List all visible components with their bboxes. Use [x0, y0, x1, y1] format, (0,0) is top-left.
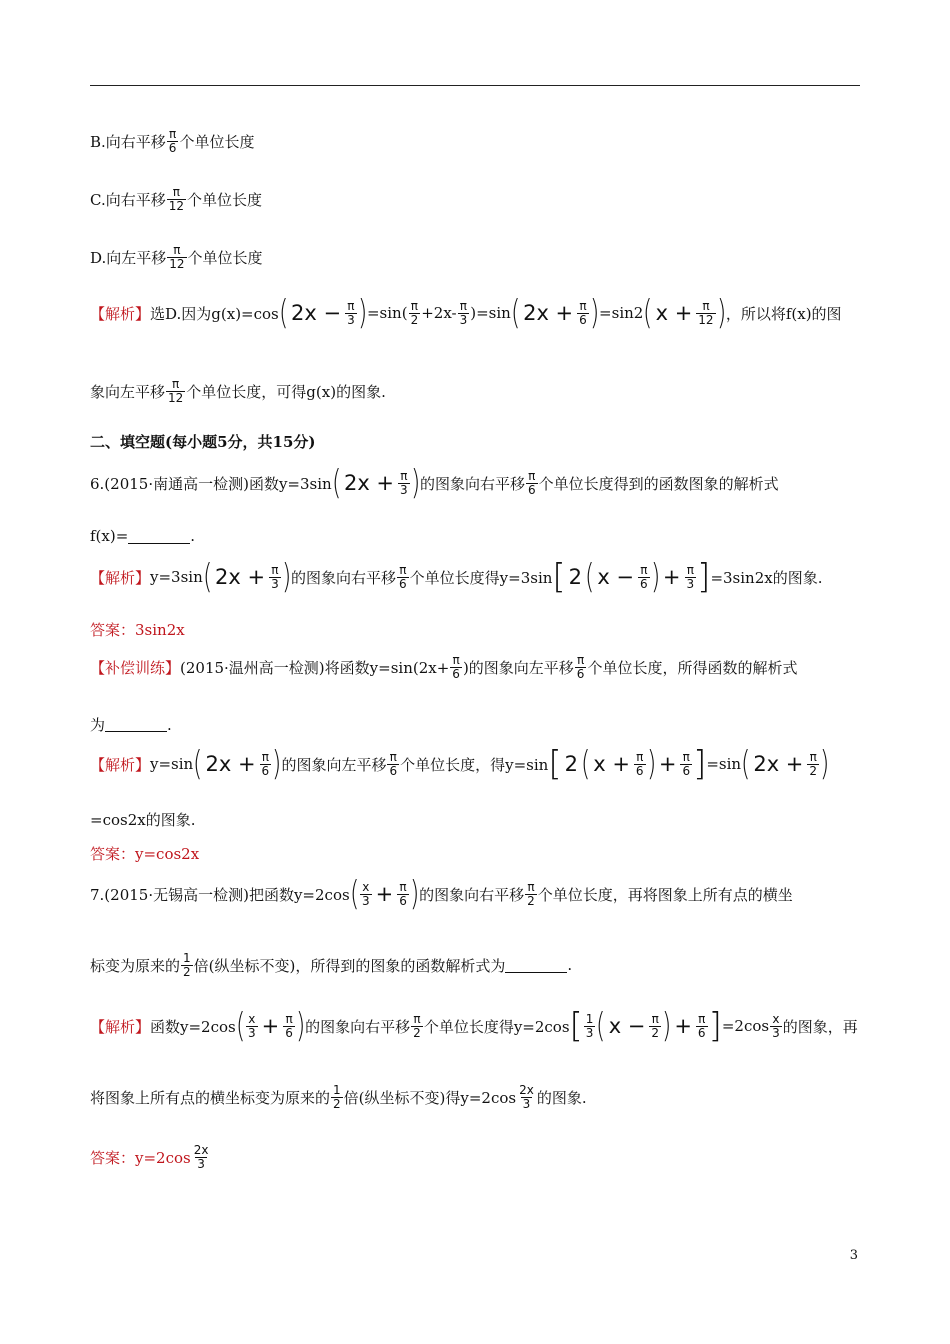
- bc-question-line2: 为 .: [90, 715, 172, 734]
- bc-question-line1: 【补偿训练】 (2015·温州高一检测)将函数y=sin(2x+ $\frac{\pi}{6}$ )的图象向左平移 $\frac{\pi}{6}$ 个单位长度，所得函数的解析式: [90, 653, 798, 681]
- fraction: $\frac{1}{2}$: [183, 951, 191, 979]
- fraction: $\frac{\pi}{2}$: [809, 749, 818, 778]
- fraction: $\frac{\pi}{2}$: [527, 879, 535, 908]
- fraction: $\frac{2x}{3}$: [193, 1143, 209, 1171]
- fraction: $\frac{\pi}{6}$: [168, 127, 177, 155]
- answer-blank: [505, 958, 567, 973]
- q5-analysis-line1: 【解析】 选D.因为g(x)=cos ( 2x − $\frac{\pi}{3}$ ) =sin( $\frac{\pi}{2}$ +2x- $\frac{\pi}{3}$ )=sin ( 2x + $\frac{\pi}{6}$ ) =sin2 ( x + $\frac{\pi}{12}$ ) ，所以将f(x)的图: [90, 293, 842, 333]
- fraction: $\frac{x}{3}$: [772, 1011, 780, 1040]
- fraction: $\frac{\pi}{12}$: [168, 185, 184, 213]
- fraction: $\frac{x}{3}$: [361, 879, 370, 908]
- option-c: C.向右平移 $\frac{\pi}{12}$ 个单位长度: [90, 185, 263, 213]
- q6-analysis: 【解析】 y=3sin ( 2x + $\frac{\pi}{3}$ ) 的图象向右平移 $\frac{\pi}{6}$ 个单位长度得y=3sin [ 2 ( x − $\frac{\pi}{6}$ ) + $\frac{\pi}{3}$ ] =3sin2x的图象.: [90, 557, 823, 597]
- fraction: $\frac{\pi}{6}$: [261, 749, 270, 778]
- fraction: $\frac{\pi}{6}$: [682, 749, 691, 778]
- fraction: $\frac{x}{3}$: [248, 1011, 256, 1040]
- fraction: $\frac{\pi}{6}$: [399, 879, 407, 908]
- fraction: $\frac{\pi}{3}$: [271, 562, 279, 591]
- answer-blank: [128, 529, 190, 544]
- fraction: $\frac{\pi}{6}$: [697, 1011, 706, 1040]
- page-number: 3: [849, 1248, 858, 1263]
- q5-analysis-line2: 象向左平移 $\frac{\pi}{12}$ 个单位长度，可得g(x)的图象.: [90, 377, 386, 405]
- fraction: $\frac{2x}{3}$: [519, 1083, 534, 1111]
- answer-blank: [105, 717, 167, 732]
- fraction: $\frac{1}{3}$: [585, 1011, 594, 1040]
- fraction: $\frac{\pi}{6}$: [576, 653, 585, 681]
- section-heading: 二、填空题(每小题5分，共15分): [90, 433, 316, 451]
- q7-question-line1: 7.(2015·无锡高一检测)把函数y=2cos ( $\frac{x}{3}$ + $\frac{\pi}{6}$ ) 的图象向右平移 $\frac{\pi}{2}$ 个单位长度，再将图象上所有点的横坐: [90, 874, 793, 914]
- option-b: B.向右平移 $\frac{\pi}{6}$ 个单位长度: [90, 127, 255, 155]
- fraction: $\frac{1}{2}$: [333, 1083, 341, 1111]
- fraction: $\frac{\pi}{6}$: [640, 562, 648, 591]
- option-d: D.向左平移 $\frac{\pi}{12}$ 个单位长度: [90, 243, 263, 271]
- fraction: $\frac{\pi}{12}$: [698, 298, 714, 327]
- fraction: $\frac{\pi}{2}$: [413, 1011, 421, 1040]
- fraction: $\frac{\pi}{6}$: [527, 468, 536, 497]
- fraction: $\frac{\pi}{2}$: [651, 1011, 660, 1040]
- bc-answer: 答案：y=cos2x: [90, 845, 200, 863]
- q6-answer: 答案：3sin2x: [90, 621, 185, 639]
- fraction: $\frac{\pi}{6}$: [389, 749, 398, 778]
- fraction: $\frac{\pi}{6}$: [579, 298, 587, 327]
- fraction: $\frac{\pi}{3}$: [400, 468, 408, 497]
- fraction: $\frac{\pi}{3}$: [347, 298, 355, 327]
- q7-analysis-line1: 【解析】 函数y=2cos ( $\frac{x}{3}$ + $\frac{\pi}{6}$ ) 的图象向右平移 $\frac{\pi}{2}$ 个单位长度得y=2cos [ $\frac{1}{3}$ ( x − $\frac{\pi}{2}$ ) + $\frac{\pi}{6}$ ] =2cos $\frac{x}{3}$ 的图象，再: [90, 1006, 858, 1046]
- bc-analysis-line2: =cos2x的图象.: [90, 811, 196, 829]
- fraction: $\frac{\pi}{3}$: [686, 562, 695, 591]
- q7-analysis-line2: 将图象上所有点的横坐标变为原来的 $\frac{1}{2}$ 倍(纵坐标不变)得y=2cos $\frac{2x}{3}$ 的图象.: [90, 1083, 587, 1111]
- q7-question-line2: 标变为原来的 $\frac{1}{2}$ 倍(纵坐标不变)，所得到的图象的函数解析式为 .: [90, 951, 573, 979]
- fraction: $\frac{\pi}{6}$: [285, 1011, 293, 1040]
- header-rule: [90, 85, 860, 86]
- fraction: $\frac{\pi}{6}$: [635, 749, 644, 778]
- q6-question-line2: f(x)= .: [90, 527, 196, 545]
- fraction: $\frac{\pi}{3}$: [459, 298, 468, 327]
- fraction: $\frac{\pi}{12}$: [168, 377, 184, 405]
- bc-analysis-line1: 【解析】 y=sin ( 2x + $\frac{\pi}{6}$ ) 的图象向左平移 $\frac{\pi}{6}$ 个单位长度，得y=sin [ 2 ( x + $\frac{\pi}{6}$ ) + $\frac{\pi}{6}$ ] =sin ( 2x + $\frac{\pi}{2}$ ): [90, 744, 830, 784]
- fraction: $\frac{\pi}{6}$: [452, 653, 460, 681]
- q6-question-line1: 6.(2015·南通高一检测)函数y=3sin ( 2x + $\frac{\pi}{3}$ ) 的图象向右平移 $\frac{\pi}{6}$ 个单位长度得到的函数图象的解析式: [90, 463, 779, 503]
- fraction: $\frac{\pi}{2}$: [410, 298, 419, 327]
- fraction: $\frac{\pi}{12}$: [169, 243, 185, 271]
- fraction: $\frac{\pi}{6}$: [399, 562, 407, 591]
- q7-answer: 答案：y=2cos $\frac{2x}{3}$: [90, 1143, 209, 1171]
